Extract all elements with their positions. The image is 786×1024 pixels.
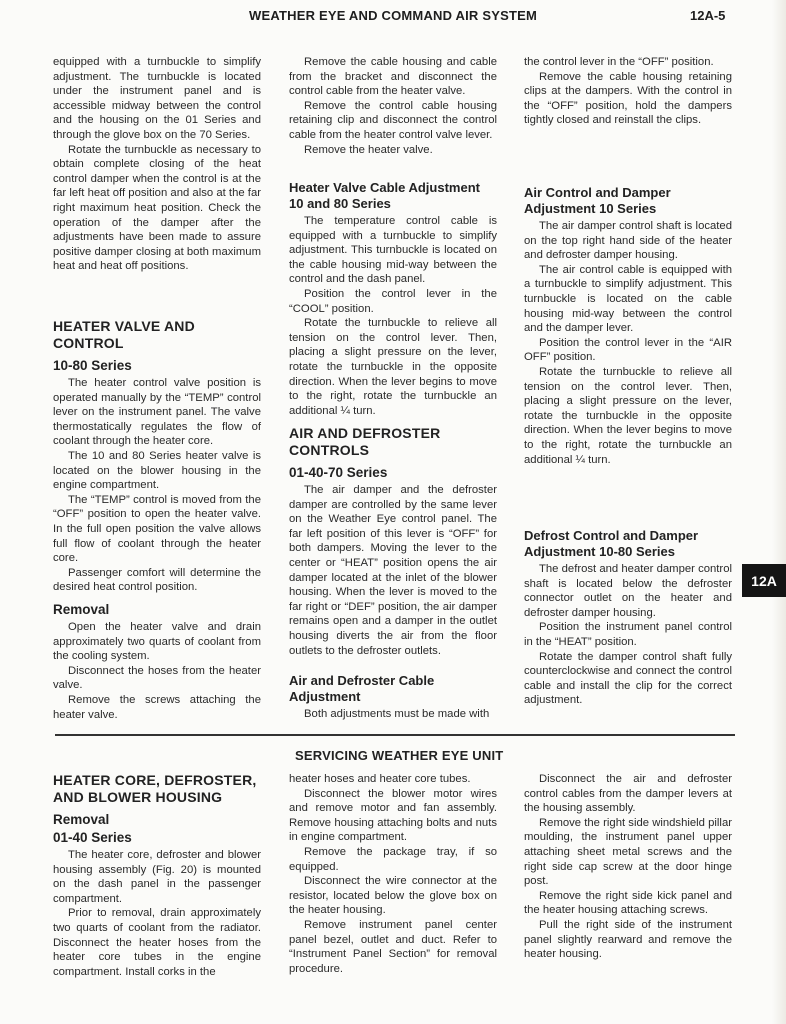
paragraph: The heater control valve position is operated manually by the “TEMP” control lever on the instrument panel. The valve thermostatically regulates the flow of coolant through the heater core. [53,377,261,448]
heading: HEATER VALVE AND CONTROL [53,318,195,351]
section-title-servicing: SERVICING WEATHER EYE UNIT [295,748,504,763]
paragraph: the control lever in the “OFF” position. [524,56,714,68]
heading: 01-40 Series [53,830,132,845]
paragraph: Remove the right side windshield pillar moulding, the instrument panel upper attaching sheet metal screws and the right side cap screw at the door hinge post. [524,816,732,888]
section-heater-valve-removal [53,602,261,722]
page-number: 12A-5 [690,8,726,23]
page-edge-shadow [772,0,786,1024]
column-1-intro [53,55,261,274]
paragraph: Both adjustments must be made with [304,708,490,720]
paragraph: Remove instrument panel center panel bezel, outlet and duct. Refer to “Instrument Panel Section” for removal procedure. [289,918,497,975]
paragraph: The air control cable is equipped with a turnbuckle to simplify adjustment. This turnbuckle is located on the cable housing mid-way between the control and the damper lever. [524,263,732,335]
section-heater-valve-and-control [53,318,261,595]
paragraph: equipped with a turnbuckle to simplify adjustment. The turnbuckle is located under the instrument panel and is accessible midway between the control and the housing on the 01 Series and through the glove box on the 70 Series. [53,56,261,141]
paragraph: Rotate the turnbuckle to relieve all tension on the control lever. Then, placing a slight pressure on the lever, rotate the turnbuckle in the opposite direction. When the lever begins to move to the right, rotate the turnbuckle an additional ¼ turn. [524,365,732,466]
section-air-and-defroster-controls [289,425,497,658]
heading: Removal [53,602,110,617]
paragraph: Remove the cable housing retaining clips at the dampers. With the control in the “OFF” position, hold the dampers tightly closed and reinstall the clips. [524,70,732,127]
paragraph: Remove the heater valve. [304,143,433,156]
heading: AIR AND DEFROSTER CONTROLS [289,425,441,458]
paragraph: Open the heater valve and drain approximately two quarts of coolant from the cooling system. [53,621,261,663]
paragraph: Remove the package tray, if so equipped. [289,845,497,873]
paragraph: The air damper and the defroster damper are controlled by the same lever on the Weather Eye control panel. The far left position of this lever is “OFF” for both dampers. Moving the lever to the center or “HEAT” position opens the air damper located at the inlet of the blower housing. When the lever is moved to the far right or “DEF” position, the air damper remains open and a damper in the outlet housing diverts the air from the floor outlets to the defroster outlets. [289,484,497,657]
paragraph: Disconnect the hoses from the heater valve. [53,664,261,692]
heading: Removal [53,812,110,827]
section-air-control-damper-adjustment [524,185,732,467]
paragraph: Disconnect the wire connector at the resistor, located below the glove box on the heater housing. [289,875,497,917]
section-heater-valve-cable-adjustment [289,180,497,418]
paragraph: Remove the control cable housing retaining clip and disconnect the control cable from the heater control valve lever. [289,99,497,141]
running-header-title: WEATHER EYE AND COMMAND AIR SYSTEM [249,8,537,23]
paragraph: Pull the right side of the instrument panel slightly rearward and remove the heater housing. [524,918,732,961]
section-air-defroster-cable-adjustment [289,673,497,722]
heading: Heater Valve Cable Adjustment 10 and 80 Series [289,180,480,211]
section-defrost-control-damper-adjustment [524,528,732,708]
paragraph: The air damper control shaft is located on the top right hand side of the heater and defroster damper housing. [524,220,732,262]
paragraph: heater hoses and heater core tubes. [289,773,471,785]
servicing-column-3 [524,772,732,962]
paragraph: Position the control lever in the “AIR OFF” position. [524,336,732,364]
section-divider [55,734,735,736]
paragraph: Position the instrument panel control in the “HEAT” position. [524,621,732,648]
paragraph: The “TEMP” control is moved from the “OFF” position to open the heater valve. In the full open position the valve allows full flow of coolant through the heater core. [53,493,261,565]
paragraph: The 10 and 80 Series heater valve is located on the blower housing in the engine compartment. [53,449,261,492]
paragraph: Rotate the turnbuckle as necessary to obtain complete closing of the heat control damper when the control is at the far left heat off position and also at the far right maximum heat position. Check the operation of the damper after the adjustments have been made to assure positive damper closing at both maximum heat and heat off positions. [53,143,261,273]
heading: Defrost Control and Damper Adjustment 10-80 Series [524,528,699,559]
heading: Air and Defroster Cable Adjustment [289,673,435,704]
paragraph: The temperature control cable is equipped with a turnbuckle to simplify adjustment. This turnbuckle is located on the cable housing mid-way between the control and the dash panel. [289,215,497,286]
paragraph: Remove the right side kick panel and the heater housing attaching screws. [524,889,732,917]
paragraph: Disconnect the blower motor wires and remove motor and fan assembly. Remove housing attaching bolts and nuts in engine compartment. [289,787,497,844]
paragraph: The defrost and heater damper control shaft is located below the defroster connector outlet on the heater and defroster damper housing. [524,563,732,619]
column-2-intro [289,55,497,157]
paragraph: Prior to removal, drain approximately two quarts of coolant from the radiator. Disconnect the heater hoses from the heater core tubes in the engine compartment. Install corks in the [53,907,261,978]
paragraph: Remove the screws attaching the heater valve. [53,693,261,721]
heading: HEATER CORE, DEFROSTER, AND BLOWER HOUSING [53,772,257,805]
paragraph: Passenger comfort will determine the desired heat control position. [53,566,261,594]
paragraph: Position the control lever in the “COOL” position. [289,287,497,315]
paragraph: The heater core, defroster and blower housing assembly (Fig. 20) is mounted on the dash panel in the passenger compartment. [53,849,261,905]
section-heater-core-housing [53,772,261,979]
column-3-intro [524,55,732,128]
paragraph: Rotate the damper control shaft fully counterclockwise and connect the control cable and install the clip for the correct adjustment. [524,650,732,707]
servicing-column-2 [289,772,497,976]
paragraph: Rotate the turnbuckle to relieve all tension on the control lever. Then, placing a slight pressure on the lever, rotate the turnbuckle in the opposite direction. When the lever begins to move to the right, rotate the turnbuckle an additional ¼ turn. [289,317,497,417]
chapter-tab: 12A [742,564,786,597]
heading: 10-80 Series [53,358,132,373]
paragraph: Disconnect the air and defroster control cables from the damper levers at the housing assembly. [524,773,732,815]
paragraph: Remove the cable housing and cable from the bracket and disconnect the control cable from the heater valve. [289,56,497,98]
heading: Air Control and Damper Adjustment 10 Series [524,185,671,216]
heading: 01-40-70 Series [289,465,388,480]
